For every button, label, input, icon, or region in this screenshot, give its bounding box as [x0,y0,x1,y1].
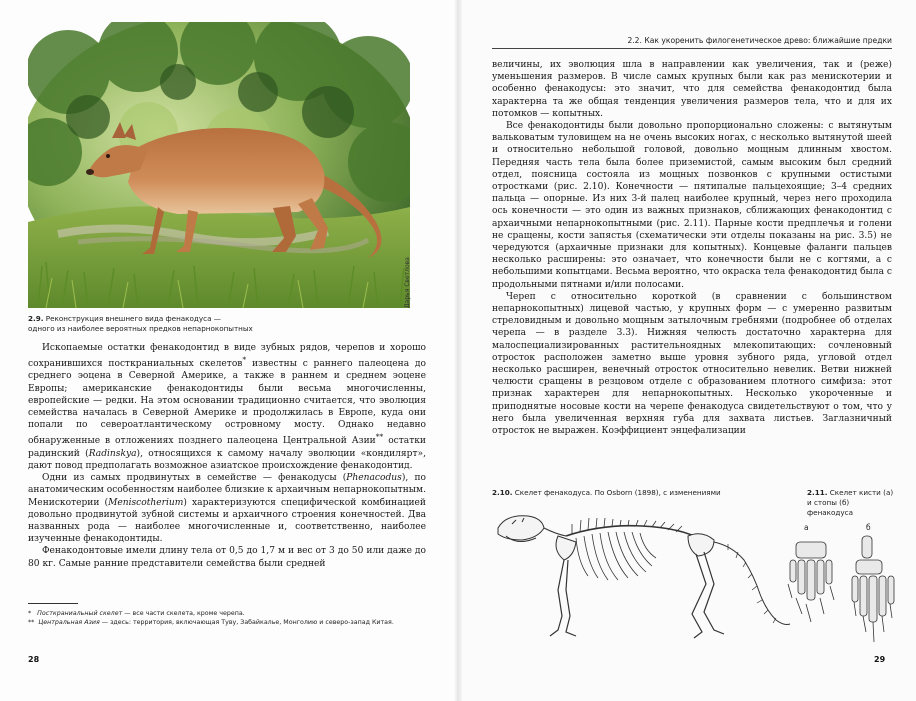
running-head: 2.2. Как укоренить филогенетическое древо: ближайшие предки [627,36,892,45]
footnote-text: — здесь: территория, включающая Туву, Забайкалье, Монголию и северо-запад Китая. [99,619,394,627]
phenacodus-skeleton-figure [492,506,794,644]
paragraph [28,472,426,545]
hand-foot-drawing [786,520,896,648]
footnote-mark: * [28,610,32,617]
text-run: Ископаемые остатки фенакодонтид в виде зубных рядов, черепов и хорошо сохранившихся посткраниальных скелетов [28,343,426,370]
phenacodus-painting [28,22,410,308]
caption-line: Реконструкция внешнего вида фенакодуса — [45,314,221,323]
paragraph: величины, их эволюция шла в направлении как увеличения, так и (реже) уменьшения размеров. В числе самых крупных были как раз менискотерии и особенно фенакодусы: это значит, что для семейства фенакодонтид была характерна та же общая тенденция увеличения размеров тела, что и для их потомков — копытных. [492,60,892,119]
text-run: ), по анатомическим особенностям наиболее близкие к архаичным непарнокопытным. Менискотерии ( [28,473,427,508]
text-run: ), относящихся к самому началу эволюции «кондилярт», дают повод предполагать возможное азиатское происхождение фенакодонтид. [28,448,426,471]
text-run: известны с раннего палеоцена до среднего эоцена в Северной Америке, а также в раннем и среднем эоцене Европы; американские фенакодонтиды были весьма многочисленны, европейские — редки. На этом основании традиционно считается, что эволюция семейства началась в Северной Америке и продолжилась в Европе, куда они попали по североатлантическому островному мосту. Однако недавно обнаруженные в отложениях позднего палеоцена Центральной Азии [28,359,426,447]
right-body-text [492,59,892,437]
caption-text: Скелет фенакодуса. По Osborn (1898), с изменениями [514,488,721,497]
paragraph: Все фенакодонтиды были довольно пропорционально сложены: с вытянутым вальковатым туловищем на не очень высоких ногах, с несколько вытянутой шеей и относительно небольшой головой, довольно мощным длинным хвостом. Передняя часть тела была более приземистой, самым высоким был средний отдел, поясница состояла из мощных позвонков с крупными остистыми отростками (рис. 2.10). Конечности — пятипалые пальцехоящие; 3–4 средних пальца — опорные. Из них 3-й палец наиболее крупный, через него проходила ось конечности — это один из важных признаков, сближающих фенакодонтид с архаичными непарнокопытными (рис. 2.11). Парные кости предплечья и голени не сращены, кости запястья (схематически эти отделы показаны на рис. 3.5) не чередуются (архаичные признаки для копытных). Концевые фаланги пальцев несколько расширены: это означает, что конечности были не с когтями, а с небольшими копытцами. Весьма вероятно, что окраска тела фенакодонтид была с продольными пятнами и/или полосами. [492,121,892,290]
phenacodus-illustration [28,22,410,308]
figure-2-10-caption [492,488,782,498]
footnote-rule [28,603,78,604]
text-run: остатки радинский ( [28,436,426,459]
running-head-rule [492,48,892,49]
figure-number: 2.9. [28,314,44,323]
text-run: Одни из самых продвинутых в семействе — фенакодусы ( [42,473,347,484]
label-a: а [804,523,809,532]
footnote-mark: * [242,355,247,365]
artist-credit: Дарья Светлова [404,257,411,308]
label-b: б [866,523,871,532]
figure-number: 2.11. [807,488,828,497]
footnotes [28,609,426,628]
caption-line: и стопы (б) фенакодуса [807,498,853,517]
taxon-name: Phenacodus [346,473,402,484]
footnote-mark: ** [375,432,384,442]
book-gutter [454,0,462,701]
taxon-name: Meniscotherium [108,497,184,508]
figure-2-9-caption [28,314,328,334]
footnote-term: Центральная Азия [38,619,100,627]
text-run: ) характеризуются специфической комбинацией довольно продвинутой зубной системы и архаичного строения конечностей. Два названных рода — наиболее многочисленные и, соответственно, наиболее изученные фенакодонтиды. [28,497,426,545]
page-number-left: 28 [28,655,40,664]
footnote-text: — все части скелета, кроме черепа. [122,610,245,617]
taxon-name: Radinskya [88,448,137,459]
paragraph [28,342,426,472]
figure-2-11-caption [807,488,897,518]
skeleton-drawing [492,506,794,644]
figure-number: 2.10. [492,488,513,497]
footnote [28,609,426,618]
footnote [28,618,426,627]
footnote-mark: ** [28,619,35,627]
caption-line: одного из наиболее вероятных предков непарнокопытных [28,324,253,333]
paragraph: Фенакодонтовые имели длину тела от 0,5 до 1,7 м и вес от 3 до 50 или даже до 80 кг. Самые ранние представители семейства были средней [28,546,426,569]
caption-line: Скелет кисти (а) [829,488,894,497]
paragraph: Череп с относительно короткой (в сравнении с большинством непарнокопытных) лицевой частью, у крупных форм — с умеренно развитым стреловидным и довольно мощным затылочным гребнями (подробнее об отделах черепа — в разделе 3.3). Нижняя челюсть достаточно характерна для малоспециализированных растительноядных млекопитающих: сочленовный отросток расположен заметно выше уровня зубного ряда, угловой отдел несколько расширен, венечный отросток относительно невелик. Ветви нижней челюсти сращены в резцовом отделе с образованием плотного симфиза: этот признак характерен для непарнокопытных. Несколько укороченные и приподнятые носовые кости на черепе фенакодуса свидетельствуют о том, что у него была увеличенная верхняя губа для захвата листьев. Заглазничный отросток не выражен. Коэффициент энцефализации [492,291,892,437]
left-body-text [28,342,426,570]
hand-foot-figure [786,520,896,648]
page-number-right: 29 [874,655,886,664]
footnote-term: Посткраниальный скелет [37,610,123,617]
